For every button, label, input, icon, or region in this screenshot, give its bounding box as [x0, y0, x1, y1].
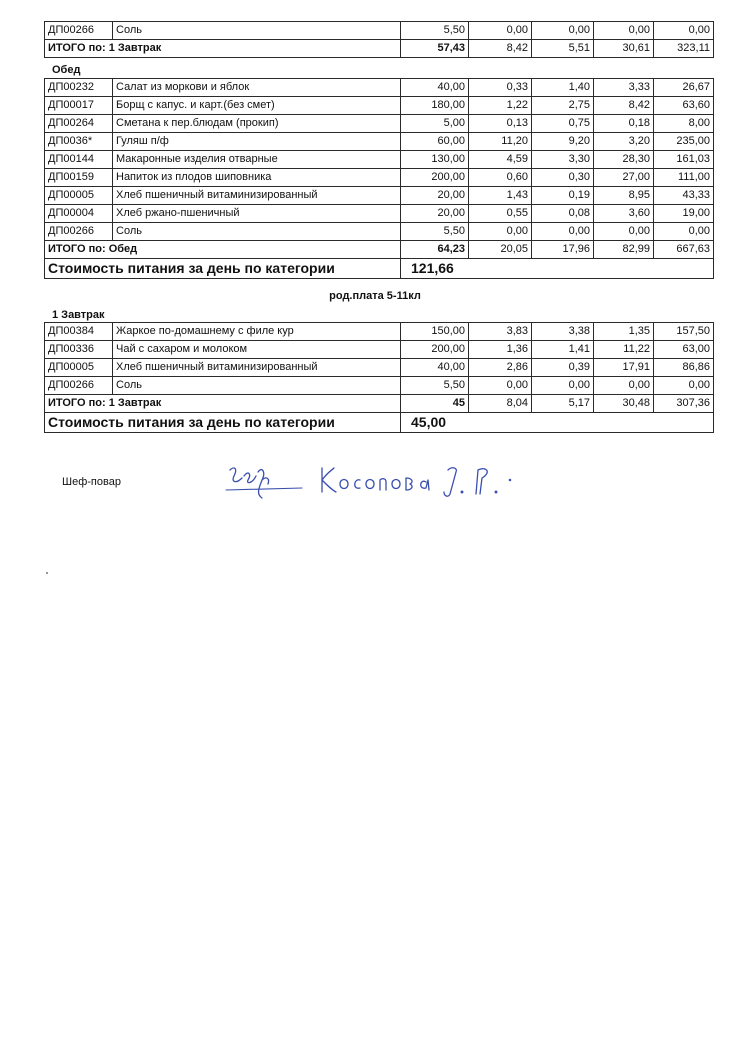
section-title-breakfast: 1 Завтрак — [52, 309, 105, 321]
item-weight: 5,00 — [401, 115, 469, 133]
item-protein: 0,00 — [469, 377, 532, 395]
item-code: ДП00144 — [45, 151, 113, 169]
item-code: ДП00266 — [45, 377, 113, 395]
daily-cost-label: Стоимость питания за день по категории — [45, 413, 401, 433]
total-weight: 45 — [401, 395, 469, 413]
item-code: ДП00264 — [45, 115, 113, 133]
item-name: Соль — [113, 223, 401, 241]
item-fat: 0,39 — [532, 359, 594, 377]
item-carbs: 3,60 — [594, 205, 654, 223]
item-fat: 1,40 — [532, 79, 594, 97]
total-label: ИТОГО по: 1 Завтрак — [45, 395, 401, 413]
total-fat: 17,96 — [532, 241, 594, 259]
table-row — [45, 97, 714, 115]
item-fat: 0,75 — [532, 115, 594, 133]
item-weight: 20,00 — [401, 205, 469, 223]
subtitle: род.плата 5-11кл — [329, 290, 421, 302]
table-row — [45, 169, 714, 187]
item-fat: 0,19 — [532, 187, 594, 205]
item-carbs: 0,00 — [594, 377, 654, 395]
item-code: ДП00005 — [45, 359, 113, 377]
item-carbs: 1,35 — [594, 323, 654, 341]
item-kcal: 86,86 — [654, 359, 714, 377]
breakfast-table — [44, 21, 714, 58]
item-protein: 0,00 — [469, 22, 532, 40]
item-kcal: 8,00 — [654, 115, 714, 133]
item-carbs: 0,00 — [594, 223, 654, 241]
item-carbs: 8,95 — [594, 187, 654, 205]
item-weight: 130,00 — [401, 151, 469, 169]
item-name: Чай с сахаром и молоком — [113, 341, 401, 359]
total-row — [45, 40, 714, 58]
total-protein: 20,05 — [469, 241, 532, 259]
item-kcal: 0,00 — [654, 22, 714, 40]
item-weight: 200,00 — [401, 169, 469, 187]
item-code: ДП00384 — [45, 323, 113, 341]
item-carbs: 28,30 — [594, 151, 654, 169]
item-fat: 3,38 — [532, 323, 594, 341]
table-row — [45, 79, 714, 97]
item-name: Хлеб пшеничный витаминизированный — [113, 187, 401, 205]
item-name: Хлеб пшеничный витаминизированный — [113, 359, 401, 377]
item-name: Борщ с капус. и карт.(без смет) — [113, 97, 401, 115]
table-row — [45, 377, 714, 395]
item-protein: 1,36 — [469, 341, 532, 359]
item-fat: 0,30 — [532, 169, 594, 187]
daily-cost-value: 45,00 — [401, 413, 714, 433]
item-weight: 5,50 — [401, 223, 469, 241]
item-carbs: 17,91 — [594, 359, 654, 377]
total-fat: 5,51 — [532, 40, 594, 58]
item-fat: 1,41 — [532, 341, 594, 359]
item-protein: 0,00 — [469, 223, 532, 241]
item-carbs: 8,42 — [594, 97, 654, 115]
total-label: ИТОГО по: 1 Завтрак — [45, 40, 401, 58]
item-code: ДП0036* — [45, 133, 113, 151]
chef-label: Шеф-повар — [62, 476, 121, 488]
item-code: ДП00232 — [45, 79, 113, 97]
item-protein: 0,33 — [469, 79, 532, 97]
item-protein: 3,83 — [469, 323, 532, 341]
item-protein: 4,59 — [469, 151, 532, 169]
item-weight: 200,00 — [401, 341, 469, 359]
item-kcal: 235,00 — [654, 133, 714, 151]
item-protein: 0,55 — [469, 205, 532, 223]
total-fat: 5,17 — [532, 395, 594, 413]
total-weight: 57,43 — [401, 40, 469, 58]
total-kcal: 323,11 — [654, 40, 714, 58]
item-kcal: 0,00 — [654, 223, 714, 241]
item-code: ДП00005 — [45, 187, 113, 205]
item-carbs: 0,00 — [594, 22, 654, 40]
item-code: ДП00159 — [45, 169, 113, 187]
table-row — [45, 22, 714, 40]
item-protein: 1,43 — [469, 187, 532, 205]
table-row — [45, 151, 714, 169]
table-row — [45, 323, 714, 341]
item-protein: 1,22 — [469, 97, 532, 115]
section-title-lunch: Обед — [52, 64, 81, 76]
item-carbs: 0,18 — [594, 115, 654, 133]
item-protein: 11,20 — [469, 133, 532, 151]
table-row — [45, 133, 714, 151]
item-name: Гуляш п/ф — [113, 133, 401, 151]
item-kcal: 157,50 — [654, 323, 714, 341]
total-carbs: 82,99 — [594, 241, 654, 259]
item-name: Макаронные изделия отварные — [113, 151, 401, 169]
item-kcal: 161,03 — [654, 151, 714, 169]
item-name: Салат из моркови и яблок — [113, 79, 401, 97]
item-fat: 3,30 — [532, 151, 594, 169]
item-fat: 2,75 — [532, 97, 594, 115]
table-row — [45, 205, 714, 223]
item-protein: 0,60 — [469, 169, 532, 187]
item-code: ДП00336 — [45, 341, 113, 359]
daily-cost-value: 121,66 — [401, 259, 714, 279]
item-kcal: 63,60 — [654, 97, 714, 115]
item-kcal: 43,33 — [654, 187, 714, 205]
item-name: Хлеб ржано-пшеничный — [113, 205, 401, 223]
item-weight: 5,50 — [401, 377, 469, 395]
item-code: ДП00266 — [45, 223, 113, 241]
table-row — [45, 359, 714, 377]
total-carbs: 30,61 — [594, 40, 654, 58]
item-name: Сметана к пер.блюдам (прокип) — [113, 115, 401, 133]
item-protein: 2,86 — [469, 359, 532, 377]
item-weight: 180,00 — [401, 97, 469, 115]
scan-speck — [46, 572, 48, 574]
total-label: ИТОГО по: Обед — [45, 241, 401, 259]
item-protein: 0,13 — [469, 115, 532, 133]
total-row — [45, 395, 714, 413]
daily-cost-label: Стоимость питания за день по категории — [45, 259, 401, 279]
item-fat: 0,08 — [532, 205, 594, 223]
item-kcal: 111,00 — [654, 169, 714, 187]
total-carbs: 30,48 — [594, 395, 654, 413]
lunch-table — [44, 78, 714, 279]
item-weight: 60,00 — [401, 133, 469, 151]
item-code: ДП00017 — [45, 97, 113, 115]
daily-cost-row — [45, 413, 714, 433]
item-name: Напиток из плодов шиповника — [113, 169, 401, 187]
table-row — [45, 115, 714, 133]
item-name: Соль — [113, 22, 401, 40]
item-name: Соль — [113, 377, 401, 395]
item-carbs: 3,20 — [594, 133, 654, 151]
table-row — [45, 187, 714, 205]
item-fat: 0,00 — [532, 22, 594, 40]
item-weight: 150,00 — [401, 323, 469, 341]
item-kcal: 26,67 — [654, 79, 714, 97]
item-code: ДП00266 — [45, 22, 113, 40]
item-weight: 40,00 — [401, 359, 469, 377]
item-fat: 9,20 — [532, 133, 594, 151]
signature — [222, 458, 542, 508]
item-fat: 0,00 — [532, 223, 594, 241]
item-kcal: 63,00 — [654, 341, 714, 359]
item-carbs: 11,22 — [594, 341, 654, 359]
item-weight: 40,00 — [401, 79, 469, 97]
total-weight: 64,23 — [401, 241, 469, 259]
item-carbs: 27,00 — [594, 169, 654, 187]
total-kcal: 307,36 — [654, 395, 714, 413]
item-kcal: 0,00 — [654, 377, 714, 395]
total-protein: 8,42 — [469, 40, 532, 58]
daily-cost-row — [45, 259, 714, 279]
total-kcal: 667,63 — [654, 241, 714, 259]
item-code: ДП00004 — [45, 205, 113, 223]
item-kcal: 19,00 — [654, 205, 714, 223]
total-protein: 8,04 — [469, 395, 532, 413]
item-carbs: 3,33 — [594, 79, 654, 97]
item-weight: 5,50 — [401, 22, 469, 40]
item-fat: 0,00 — [532, 377, 594, 395]
item-name: Жаркое по-домашнему с филе кур — [113, 323, 401, 341]
paid-breakfast-table — [44, 322, 714, 433]
item-weight: 20,00 — [401, 187, 469, 205]
total-row — [45, 241, 714, 259]
table-row — [45, 223, 714, 241]
table-row — [45, 341, 714, 359]
